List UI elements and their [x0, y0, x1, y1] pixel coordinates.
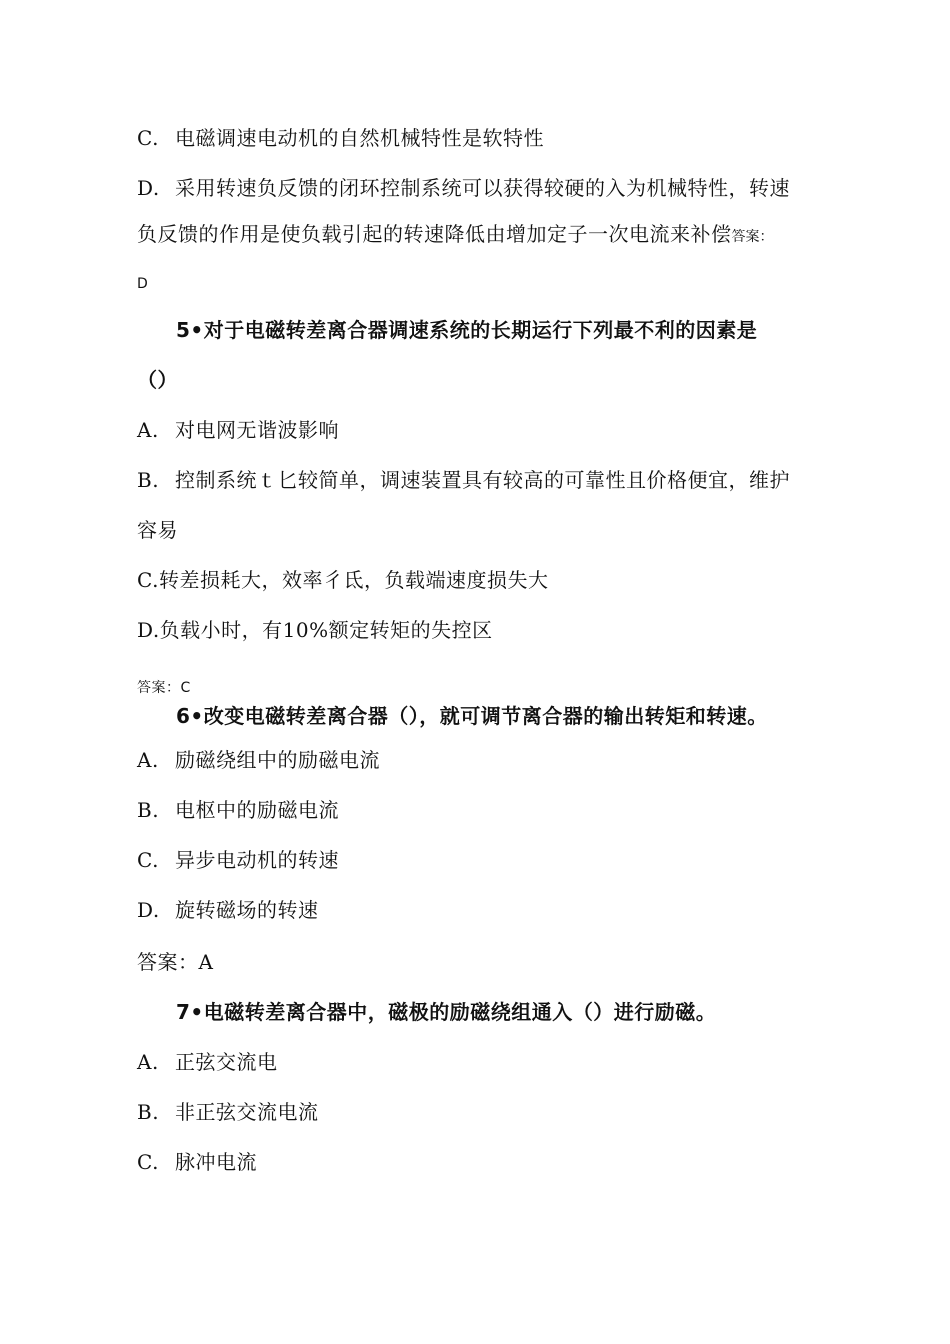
q7-title: 7•电磁转差离合器中，磁极的励磁绕组通入（）进行励磁。	[176, 1000, 717, 1024]
option-marker: C.	[137, 1150, 159, 1174]
q6-option-a	[137, 748, 380, 772]
q5-option-b	[137, 468, 790, 492]
option-marker: C.	[137, 126, 159, 150]
option-text: 异步电动机的转速	[175, 848, 339, 872]
q7-option-b	[137, 1100, 319, 1124]
option-marker: B.	[137, 468, 160, 492]
q5-option-d: D.负载小时，有10%额定转矩的失控区	[137, 618, 493, 642]
option-marker: D.	[137, 176, 160, 200]
q5-option-a	[137, 418, 339, 442]
q5-answer: 答案：C	[137, 680, 191, 696]
option-marker: A.	[137, 748, 159, 772]
q6-title: 6•改变电磁转差离合器（），就可调节离合器的输出转矩和转速。	[176, 704, 768, 728]
q6-option-c	[137, 848, 339, 872]
q4-option-d	[137, 176, 790, 200]
option-marker: A.	[137, 418, 159, 442]
option-marker: C.	[137, 848, 159, 872]
q4-option-c	[137, 126, 544, 150]
option-text: 励磁绕组中的励磁电流	[175, 748, 380, 772]
q5-title: 5•对于电磁转差离合器调速系统的长期运行下列最不利的因素是	[176, 318, 758, 342]
q6-option-d	[137, 898, 319, 922]
q5-option-c: C.转差损耗大，效率彳氐，负载端速度损失大	[137, 568, 549, 592]
q5-title-continued: （）	[137, 368, 178, 392]
option-marker: A.	[137, 1050, 159, 1074]
q7-option-a	[137, 1050, 278, 1074]
q4-answer-value: D	[137, 276, 149, 292]
q7-option-c	[137, 1150, 257, 1174]
option-text: 旋转磁场的转速	[175, 898, 319, 922]
option-marker: B.	[137, 798, 160, 822]
option-text: 对电网无谐波影响	[175, 418, 339, 442]
option-text: 非正弦交流电流	[175, 1100, 319, 1124]
option-text: 控制系统ｔ匕较简单，调速装置具有较高的可靠性且价格便宜，维护	[175, 468, 790, 492]
option-text: 正弦交流电	[175, 1050, 278, 1074]
option-marker: D.	[137, 898, 160, 922]
q5-option-b-continued: 容易	[137, 518, 178, 542]
option-text: 脉冲电流	[175, 1150, 257, 1174]
option-text: 电磁调速电动机的自然机械特性是软特性	[175, 126, 544, 150]
answer-label: 答案：	[731, 229, 774, 245]
option-text: 采用转速负反馈的闭环控制系统可以获得较硬的入为机械特性，转速	[175, 176, 790, 200]
q6-answer: 答案：A	[137, 950, 214, 974]
q4-option-d-continued	[137, 222, 774, 249]
option-text: 负反馈的作用是使负载引起的转速降低由增加定子一次电流来补偿	[137, 222, 732, 246]
option-marker: B.	[137, 1100, 160, 1124]
q6-option-b	[137, 798, 339, 822]
option-text: 电枢中的励磁电流	[175, 798, 339, 822]
